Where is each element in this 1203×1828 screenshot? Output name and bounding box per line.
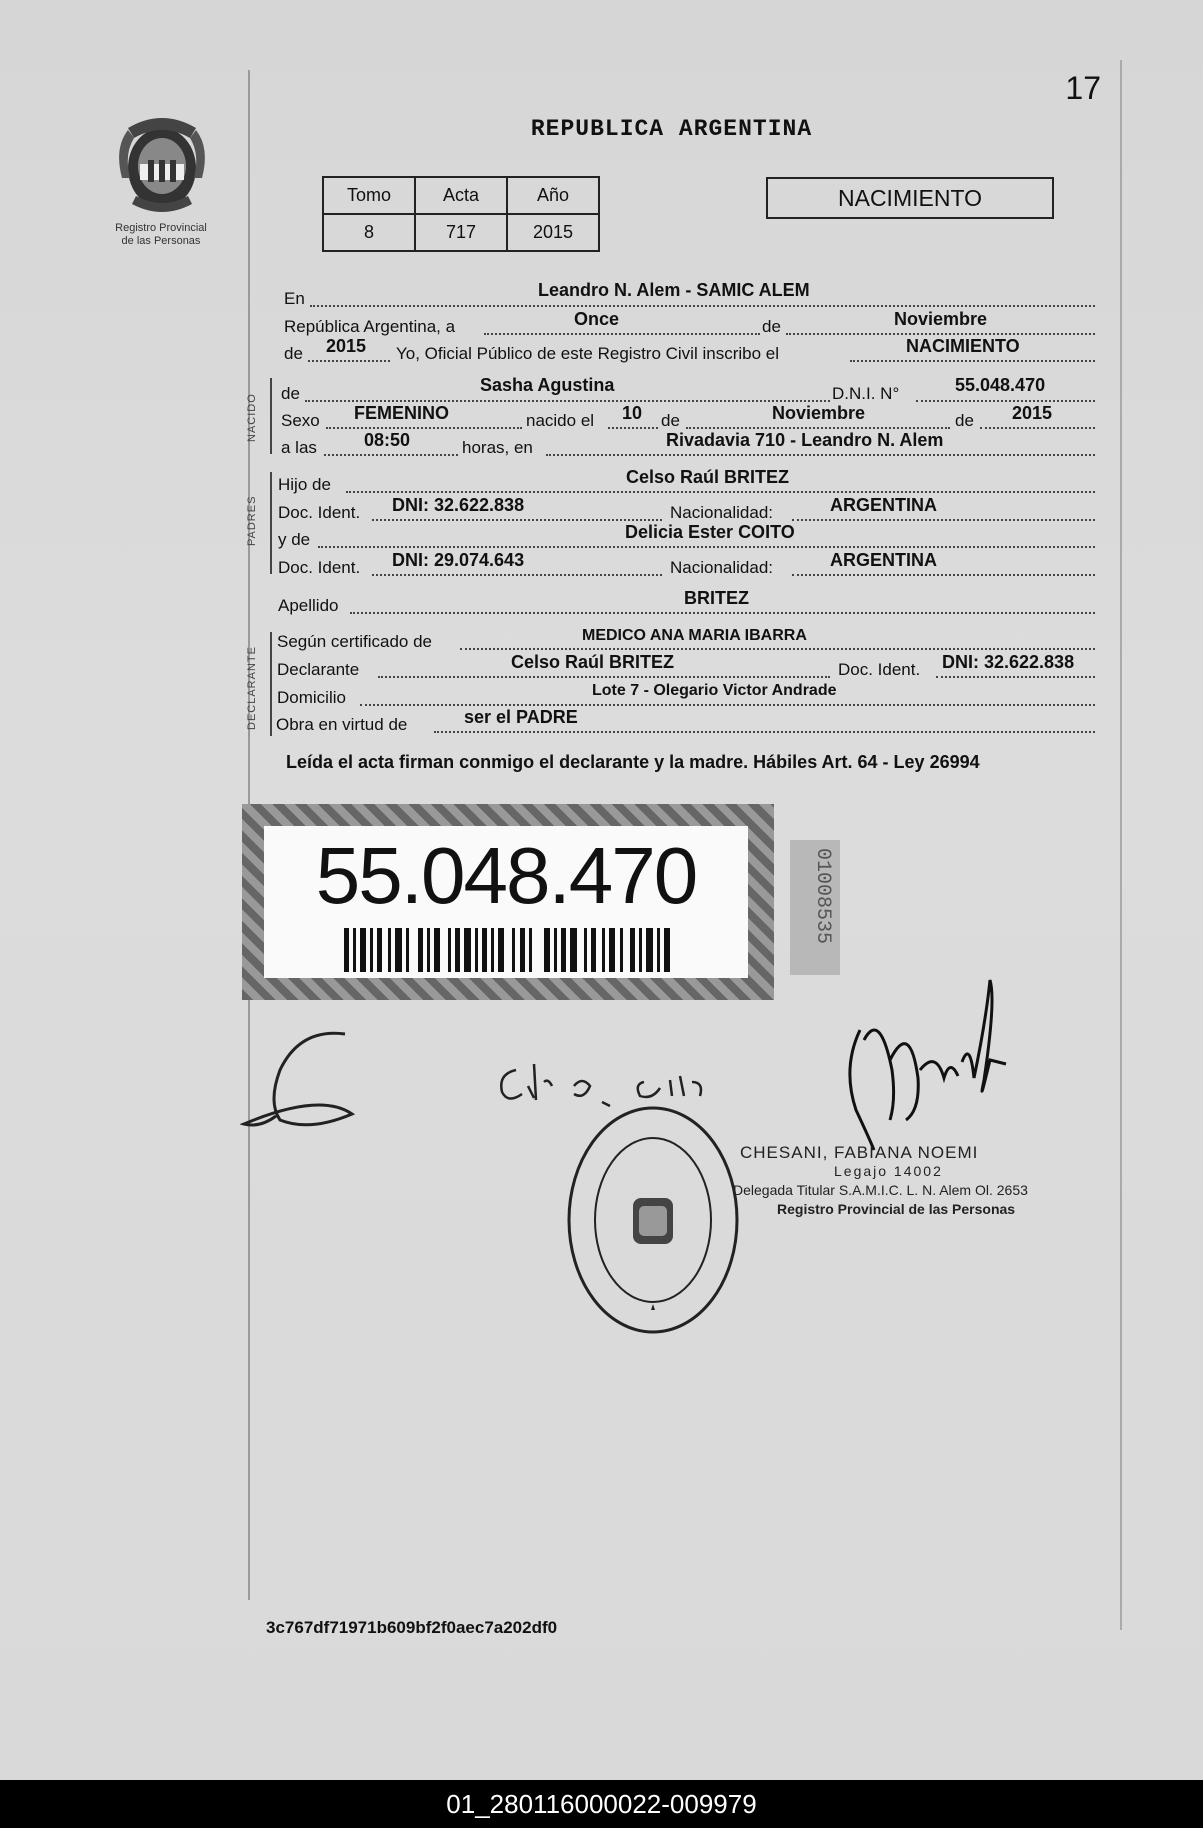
barcode-label bbox=[264, 826, 748, 978]
de-label: de bbox=[284, 344, 303, 363]
dotted-line bbox=[324, 454, 458, 456]
official-seal-stamp bbox=[563, 1100, 743, 1340]
tomo-header: Tomo bbox=[323, 177, 415, 214]
anio-header: Año bbox=[507, 177, 599, 214]
section-separator bbox=[270, 378, 272, 454]
dotted-line bbox=[936, 676, 1095, 678]
dotted-line bbox=[792, 574, 1095, 576]
sexo-label: Sexo bbox=[281, 411, 320, 430]
dotted-line bbox=[372, 519, 662, 521]
relationship-value: ser el PADRE bbox=[464, 707, 578, 727]
register-table bbox=[322, 176, 600, 252]
barcode-sticker bbox=[242, 804, 774, 1000]
dotted-line bbox=[360, 704, 1095, 706]
dotted-line bbox=[484, 333, 760, 335]
en-label: En bbox=[284, 289, 305, 308]
acta-value: 717 bbox=[415, 214, 507, 251]
official-registry: Registro Provincial de las Personas bbox=[777, 1201, 1016, 1217]
dotted-line bbox=[546, 454, 1095, 456]
dotted-line bbox=[850, 360, 1095, 362]
child-dni-value: 55.048.470 bbox=[955, 375, 1046, 395]
declarant-name-value: Celso Raúl BRITEZ bbox=[511, 652, 675, 672]
dotted-line bbox=[346, 491, 1095, 493]
birth-time-value: 08:50 bbox=[364, 430, 411, 450]
side-label-padres: PADRES bbox=[246, 495, 258, 546]
official-block bbox=[733, 1143, 1028, 1219]
dotted-line bbox=[686, 427, 950, 429]
section-separator bbox=[270, 632, 272, 736]
declarant-doc-value: DNI: 32.622.838 bbox=[942, 652, 1075, 672]
right-margin-line bbox=[1120, 60, 1122, 1630]
birth-place-value: Rivadavia 710 - Leandro N. Alem bbox=[666, 430, 944, 450]
barcode-icon bbox=[344, 928, 674, 972]
dni-label: D.N.I. N° bbox=[832, 384, 900, 403]
sex-value: FEMENINO bbox=[354, 403, 450, 423]
side-label-nacido: NACIDO bbox=[246, 393, 258, 442]
place-value: Leandro N. Alem - SAMIC ALEM bbox=[538, 280, 810, 300]
de-label: de bbox=[762, 317, 781, 336]
image-id-footer: 01_280116000022-009979 bbox=[0, 1780, 1203, 1828]
mother-name-value: Delicia Ester COITO bbox=[625, 522, 795, 542]
official-name: CHESANI, FABIANA NOEMI bbox=[740, 1143, 979, 1162]
dotted-line bbox=[326, 427, 522, 429]
signature-left bbox=[240, 1030, 370, 1130]
dotted-line bbox=[318, 546, 1095, 548]
side-label-declarante: DECLARANTE bbox=[246, 646, 258, 730]
document-type-box: NACIMIENTO bbox=[766, 177, 1054, 219]
nacionalidad-label: Nacionalidad: bbox=[670, 503, 774, 522]
tomo-value: 8 bbox=[323, 214, 415, 251]
de-label: de bbox=[955, 411, 974, 430]
y-de-label: y de bbox=[278, 530, 311, 549]
dotted-line bbox=[305, 400, 830, 402]
doc-ident-label: Doc. Ident. bbox=[838, 660, 921, 679]
dotted-line bbox=[786, 333, 1095, 335]
document-hash: 3c767df71971b609bf2f0aec7a202df0 bbox=[266, 1618, 558, 1637]
address-value: Lote 7 - Olegario Victor Andrade bbox=[592, 682, 837, 699]
mother-doc-value: DNI: 29.074.643 bbox=[392, 550, 525, 570]
obra-label: Obra en virtud de bbox=[276, 715, 408, 734]
doc-ident-label: Doc. Ident. bbox=[278, 503, 361, 522]
serial-number: 01008535 bbox=[811, 848, 834, 945]
year-value: 2015 bbox=[326, 336, 367, 356]
father-name-value: Celso Raúl BRITEZ bbox=[626, 467, 790, 487]
dotted-line bbox=[792, 519, 1095, 521]
birth-month-value: Noviembre bbox=[772, 403, 866, 423]
acta-header: Acta bbox=[415, 177, 507, 214]
father-nationality-value: ARGENTINA bbox=[830, 495, 937, 515]
child-name-value: Sasha Agustina bbox=[480, 375, 615, 395]
dotted-line bbox=[460, 648, 1095, 650]
section-separator bbox=[270, 472, 272, 574]
nacido-label: nacido el bbox=[526, 411, 595, 430]
mother-nationality-value: ARGENTINA bbox=[830, 550, 937, 570]
month-value: Noviembre bbox=[894, 309, 988, 329]
signature-official bbox=[840, 960, 1010, 1160]
declarante-label: Declarante bbox=[277, 660, 360, 679]
yo-label: Yo, Oficial Público de este Registro Civil inscribo el bbox=[396, 344, 779, 363]
day-value: Once bbox=[574, 309, 620, 329]
nacionalidad-label: Nacionalidad: bbox=[670, 558, 774, 577]
dotted-line bbox=[310, 305, 1095, 307]
barcode-number: 55.048.470 bbox=[315, 831, 697, 920]
dotted-line bbox=[308, 360, 390, 362]
page-title: REPUBLICA ARGENTINA bbox=[530, 116, 813, 142]
official-position: Delegada Titular S.A.M.I.C. L. N. Alem Ol. 2653 bbox=[733, 1182, 1028, 1198]
certificado-label: Según certificado de bbox=[277, 632, 432, 651]
official-legajo: Legajo 14002 bbox=[834, 1163, 943, 1179]
anio-value: 2015 bbox=[507, 214, 599, 251]
birth-day-value: 10 bbox=[622, 403, 643, 423]
hijo-label: Hijo de bbox=[278, 475, 331, 494]
page-number: 17 bbox=[1065, 70, 1101, 106]
closing-text: Leída el acta firman conmigo el declarante y la madre. Hábiles Art. 64 - Ley 26994 bbox=[286, 752, 980, 772]
dotted-line bbox=[980, 427, 1095, 429]
dotted-line bbox=[916, 400, 1095, 402]
crest-caption: Registro Provincial de las Personas bbox=[115, 222, 207, 247]
dotted-line bbox=[434, 731, 1095, 733]
inscription-type-value: NACIMIENTO bbox=[906, 336, 1020, 356]
birth-year-value: 2015 bbox=[1012, 403, 1053, 423]
certificate-value: MEDICO ANA MARIA IBARRA bbox=[582, 627, 807, 644]
father-doc-value: DNI: 32.622.838 bbox=[392, 495, 525, 515]
dotted-line bbox=[372, 574, 662, 576]
horas-label: horas, en bbox=[462, 438, 533, 457]
dotted-line bbox=[350, 612, 1095, 614]
de-label: de bbox=[661, 411, 680, 430]
de-label: de bbox=[281, 384, 300, 403]
domicilio-label: Domicilio bbox=[277, 688, 346, 707]
doc-ident-label: Doc. Ident. bbox=[278, 558, 361, 577]
dotted-line bbox=[378, 676, 830, 678]
a-las-label: a las bbox=[281, 438, 317, 457]
apellido-label: Apellido bbox=[278, 596, 339, 615]
surname-value: BRITEZ bbox=[684, 588, 749, 608]
republica-label: República Argentina, a bbox=[284, 317, 456, 336]
serial-sticker bbox=[790, 840, 840, 975]
dotted-line bbox=[608, 427, 658, 429]
